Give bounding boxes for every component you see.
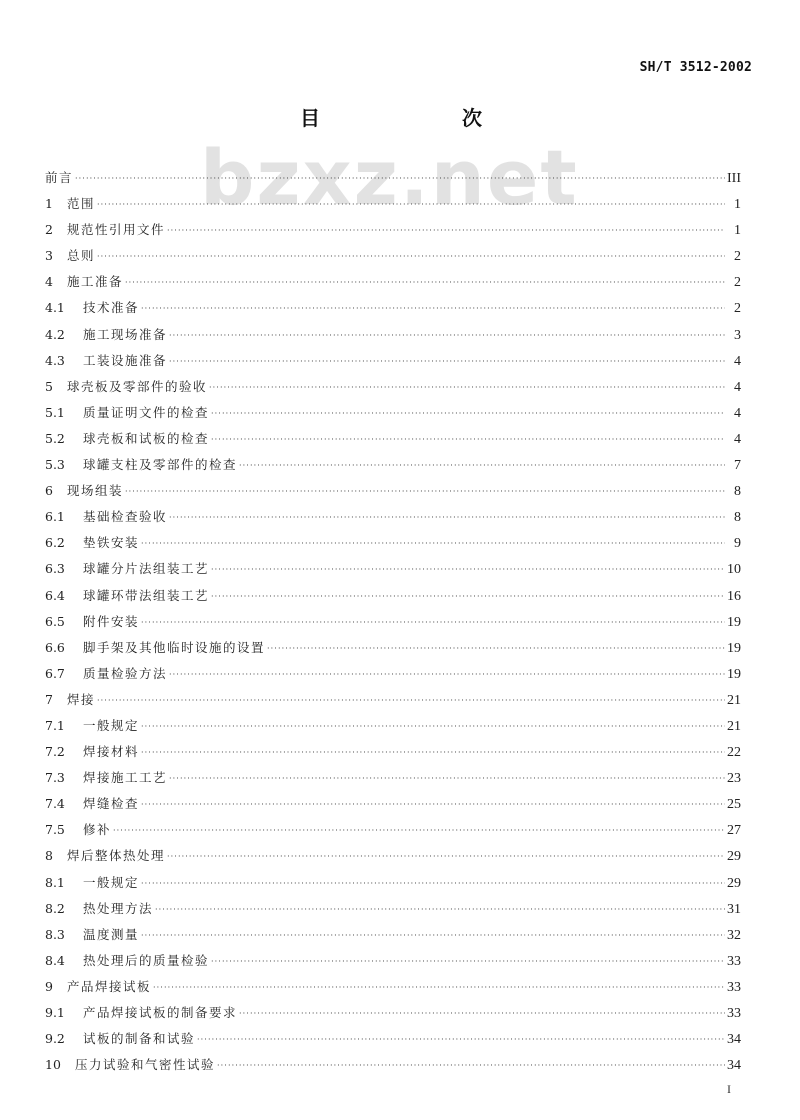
toc-entry[interactable] [45,272,741,298]
toc-dot-leader [141,539,725,548]
toc-entry-title: 质量检验方法 [83,665,168,681]
toc-entry-page: 8 [734,484,741,500]
toc-entry-number: 8 [45,848,53,864]
toc-dot-leader [211,435,725,444]
toc-entry[interactable] [45,298,741,324]
toc-entry[interactable] [45,455,741,481]
toc-entry-page: 16 [727,588,741,604]
toc-entry-page: III [727,171,741,186]
toc-entry-title: 热处理后的质量检验 [83,952,210,968]
toc-entry-title: 质量证明文件的检查 [83,404,210,420]
page-number: I [727,1082,731,1096]
toc-dot-leader [141,800,725,809]
toc-entry[interactable] [45,951,741,977]
toc-entry-page: 33 [727,1006,741,1021]
toc-entry-title: 前言 [45,170,74,185]
toc-entry[interactable] [45,586,741,612]
toc-entry-number: 4.1 [45,300,65,316]
toc-entry-page: 10 [727,562,741,578]
toc-entry[interactable] [45,899,741,925]
toc-entry-page: 32 [727,927,741,943]
toc-dot-leader [97,252,725,261]
toc-entry-title: 热处理方法 [83,900,154,916]
toc-entry-page: 22 [727,745,741,761]
table-of-contents [45,168,741,1081]
toc-entry-title: 焊接施工工艺 [83,770,168,786]
toc-entry-title: 现场组装 [67,483,124,499]
toc-entry-number: 1 [45,196,53,212]
toc-entry-number: 4.3 [45,352,65,368]
toc-entry[interactable] [45,846,741,872]
toc-dot-leader [113,826,725,835]
toc-entry-page: 29 [727,875,741,891]
toc-entry-number: 7 [45,691,53,707]
toc-entry-number: 8.2 [45,900,65,916]
toc-dot-leader [167,226,725,235]
toc-entry-number: 6.6 [45,639,65,655]
toc-entry[interactable] [45,559,741,585]
toc-entry-page: 4 [734,353,741,369]
page-title-char-2: 次 [462,106,482,130]
toc-entry[interactable] [45,533,741,559]
toc-entry-page: 27 [727,823,741,839]
toc-entry-page: 1 [734,197,741,213]
toc-entry-page: 3 [734,327,741,343]
toc-entry[interactable] [45,403,741,429]
toc-entry-number: 6.7 [45,665,65,681]
toc-entry[interactable] [45,325,741,351]
toc-entry-title: 范围 [67,196,96,212]
toc-entry[interactable] [45,716,741,742]
toc-entry[interactable] [45,168,741,194]
toc-dot-leader [211,957,725,966]
toc-entry-number: 8.4 [45,952,65,968]
toc-entry-number: 3 [45,248,53,264]
toc-entry-number: 5.1 [45,404,65,420]
toc-dot-leader [169,774,725,783]
page-title-char-1: 目 [300,106,320,130]
toc-entry[interactable] [45,377,741,403]
toc-dot-leader [125,278,725,287]
toc-entry[interactable] [45,794,741,820]
toc-entry-title: 垫铁安装 [83,535,140,551]
toc-entry[interactable] [45,507,741,533]
toc-entry[interactable] [45,742,741,768]
toc-entry-page: 4 [734,379,741,395]
toc-entry[interactable] [45,873,741,899]
toc-dot-leader [197,1035,725,1044]
toc-entry[interactable] [45,1055,741,1081]
toc-entry-page: 7 [734,458,741,474]
toc-entry-title: 工装设施准备 [83,352,168,368]
toc-dot-leader [141,304,725,313]
toc-entry-number: 6.1 [45,509,65,525]
toc-dot-leader [155,905,725,914]
toc-entry[interactable] [45,429,741,455]
toc-entry-title: 总则 [67,248,96,264]
toc-dot-leader [141,618,725,627]
toc-dot-leader [141,722,725,731]
toc-entry-title: 技术准备 [83,300,140,316]
toc-entry-page: 8 [734,510,741,526]
toc-entry[interactable] [45,768,741,794]
toc-dot-leader [209,383,725,392]
toc-entry[interactable] [45,220,741,246]
toc-entry-number: 8.3 [45,926,65,942]
toc-entry-number: 5 [45,378,53,394]
toc-entry-title: 球罐支柱及零部件的检查 [83,457,238,473]
toc-entry-number: 7.3 [45,770,65,786]
toc-entry[interactable] [45,612,741,638]
toc-entry-title: 施工现场准备 [83,326,168,342]
toc-entry-title: 附件安装 [83,613,140,629]
toc-dot-leader [153,983,725,992]
toc-entry-number: 6.4 [45,587,65,603]
toc-entry-number: 4.2 [45,326,65,342]
toc-entry-number: 2 [45,222,53,238]
toc-entry-number: 6.5 [45,613,65,629]
toc-entry-title: 脚手架及其他临时设施的设置 [83,639,266,655]
toc-entry-title: 基础检查验收 [83,509,168,525]
toc-entry-page: 34 [727,1032,741,1048]
toc-entry[interactable] [45,351,741,377]
toc-entry-title: 修补 [83,822,112,838]
toc-entry[interactable] [45,481,741,507]
toc-dot-leader [239,461,725,470]
toc-entry-page: 4 [734,431,741,447]
toc-entry-title: 试板的制备和试验 [83,1031,196,1047]
toc-entry-title: 产品焊接试板的制备要求 [83,1005,238,1020]
toc-dot-leader [211,565,725,574]
toc-entry-number: 7.4 [45,796,65,812]
toc-entry-page: 34 [727,1058,741,1074]
toc-entry-title: 球罐环带法组装工艺 [83,587,210,603]
toc-entry[interactable] [45,664,741,690]
toc-entry-number: 9.2 [45,1031,65,1047]
toc-entry-page: 2 [734,249,741,265]
toc-entry-number: 9.1 [45,1005,65,1020]
toc-dot-leader [169,357,725,366]
toc-dot-leader [169,513,725,522]
toc-entry-page: 1 [734,223,741,239]
toc-entry-title: 焊接 [67,691,96,707]
toc-entry-title: 球壳板和试板的检查 [83,430,210,446]
toc-entry-page: 21 [727,692,741,708]
toc-entry-number: 10 [45,1057,61,1073]
toc-entry-title: 一般规定 [83,874,140,890]
toc-dot-leader [141,879,725,888]
toc-dot-leader [211,409,725,418]
toc-entry-page: 19 [727,666,741,682]
toc-entry-title: 焊后整体热处理 [67,848,166,864]
toc-entry[interactable] [45,246,741,272]
toc-entry-page: 4 [734,405,741,421]
toc-entry-page: 19 [727,614,741,630]
toc-entry-title: 温度测量 [83,926,140,942]
toc-dot-leader [75,174,725,183]
toc-entry-number: 7.1 [45,717,65,733]
toc-dot-leader [97,200,725,209]
toc-entry-number: 9 [45,978,53,994]
toc-dot-leader [169,670,725,679]
toc-dot-leader [217,1061,725,1070]
toc-entry-page: 2 [734,301,741,317]
toc-entry-title: 焊缝检查 [83,796,140,812]
toc-entry-number: 8.1 [45,874,65,890]
toc-entry-page: 33 [727,953,741,969]
toc-dot-leader [211,592,725,601]
toc-entry[interactable] [45,977,741,1003]
toc-dot-leader [141,748,725,757]
toc-entry-title: 一般规定 [83,717,140,733]
toc-entry-page: 29 [727,849,741,865]
toc-entry-number: 4 [45,274,53,290]
toc-entry-page: 31 [727,901,741,917]
toc-entry-number: 6.2 [45,535,65,551]
toc-entry-page: 33 [727,979,741,995]
toc-dot-leader [97,696,725,705]
toc-dot-leader [167,852,725,861]
toc-entry[interactable] [45,638,741,664]
toc-entry[interactable] [45,820,741,846]
toc-entry-number: 6 [45,483,53,499]
toc-entry-title: 施工准备 [67,274,124,290]
watermark: bzxz.net [200,133,579,222]
toc-entry-number: 6.3 [45,561,65,577]
toc-entry[interactable] [45,690,741,716]
toc-entry-number: 5.2 [45,430,65,446]
toc-entry-page: 19 [727,640,741,656]
toc-entry-number: 7.5 [45,822,65,838]
toc-entry-page: 23 [727,771,741,787]
toc-entry-page: 25 [727,797,741,813]
toc-entry-title: 压力试验和气密性试验 [75,1057,216,1073]
toc-entry-page: 2 [734,275,741,291]
toc-entry-page: 21 [727,718,741,734]
toc-entry-title: 规范性引用文件 [67,222,166,238]
toc-entry-title: 产品焊接试板 [67,978,152,994]
toc-entry[interactable] [45,1003,741,1029]
toc-entry-title: 焊接材料 [83,744,140,760]
toc-entry-number: 5.3 [45,457,65,473]
toc-entry[interactable] [45,194,741,220]
toc-dot-leader [141,931,725,940]
toc-entry-title: 球罐分片法组装工艺 [83,561,210,577]
toc-dot-leader [125,487,725,496]
toc-dot-leader [267,644,725,653]
toc-entry[interactable] [45,925,741,951]
toc-entry-number: 7.2 [45,744,65,760]
toc-entry-title: 球壳板及零部件的验收 [67,378,208,394]
standard-code: SH/T 3512-2002 [639,60,752,75]
toc-dot-leader [169,331,725,340]
toc-entry[interactable] [45,1029,741,1055]
toc-entry-page: 9 [734,536,741,552]
toc-dot-leader [239,1009,725,1018]
